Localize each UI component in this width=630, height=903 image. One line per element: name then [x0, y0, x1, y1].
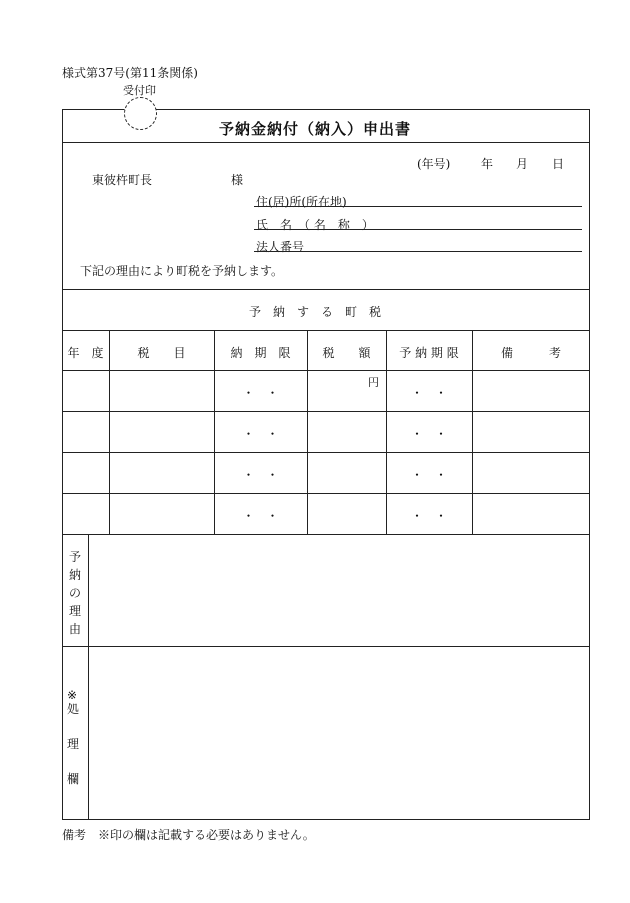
date-year: 年: [481, 157, 494, 171]
header-fiscal-year: 年 度: [67, 346, 104, 360]
processing-char-3: 欄: [67, 772, 80, 786]
yen-unit: 円: [368, 376, 379, 389]
section-heading: 予 納 す る 町 税: [248, 305, 381, 319]
footer-note: 備考 ※印の欄は記載する必要はありません。: [62, 828, 315, 842]
addressee: 東彼杵町長: [92, 173, 153, 187]
header-tax-amount: 税 額: [322, 346, 371, 360]
section-divider-top: [62, 289, 590, 290]
corp-number-underline: [254, 251, 582, 252]
title-divider: [62, 142, 590, 143]
due-date-dots-4: ・ ・: [242, 509, 279, 523]
header-prepay-date: 予 納 期 限: [399, 346, 459, 360]
reason-bottom-line: [62, 646, 590, 647]
statement: 下記の理由により町税を予納します。: [80, 264, 284, 278]
table-row-line-1: [62, 411, 590, 412]
header-tax-item: 税 目: [137, 346, 186, 360]
receipt-stamp-label: 受付印: [123, 84, 156, 97]
prepay-date-dots-1: ・ ・: [410, 386, 447, 400]
name-underline: [254, 229, 582, 230]
due-date-dots-3: ・ ・: [242, 468, 279, 482]
address-underline: [254, 206, 582, 207]
corp-number-label: 法人番号: [256, 240, 305, 254]
table-header-line: [62, 370, 590, 371]
processing-mark: ※: [67, 688, 78, 702]
honorific: 様: [231, 173, 244, 187]
name-label: 氏 名 （ 名 称 ）: [256, 218, 374, 232]
label-column-divider: [88, 534, 89, 820]
due-date-dots-1: ・ ・: [242, 386, 279, 400]
prepay-date-dots-2: ・ ・: [410, 427, 447, 441]
table-row-line-3: [62, 493, 590, 494]
processing-char-1: 処: [67, 702, 80, 716]
due-date-dots-2: ・ ・: [242, 427, 279, 441]
date-era: (年号): [417, 157, 451, 171]
table-row-line-2: [62, 452, 590, 453]
table-top-line: [62, 330, 590, 331]
date-month: 月: [516, 157, 529, 171]
prepay-date-dots-3: ・ ・: [410, 468, 447, 482]
form-number: 様式第37号(第11条関係): [62, 66, 198, 80]
form-title: 予納金納付（納入）申出書: [218, 120, 411, 138]
address-label: 住(居)所(所在地): [256, 195, 347, 209]
date-day: 日: [552, 157, 565, 171]
reason-label: 予 納 の 理 由: [68, 550, 81, 636]
prepay-date-dots-4: ・ ・: [410, 509, 447, 523]
header-remarks: 備 考: [500, 346, 561, 360]
header-due-date: 納 期 限: [230, 346, 291, 360]
processing-char-2: 理: [67, 737, 80, 751]
table-bottom-line: [62, 534, 590, 535]
